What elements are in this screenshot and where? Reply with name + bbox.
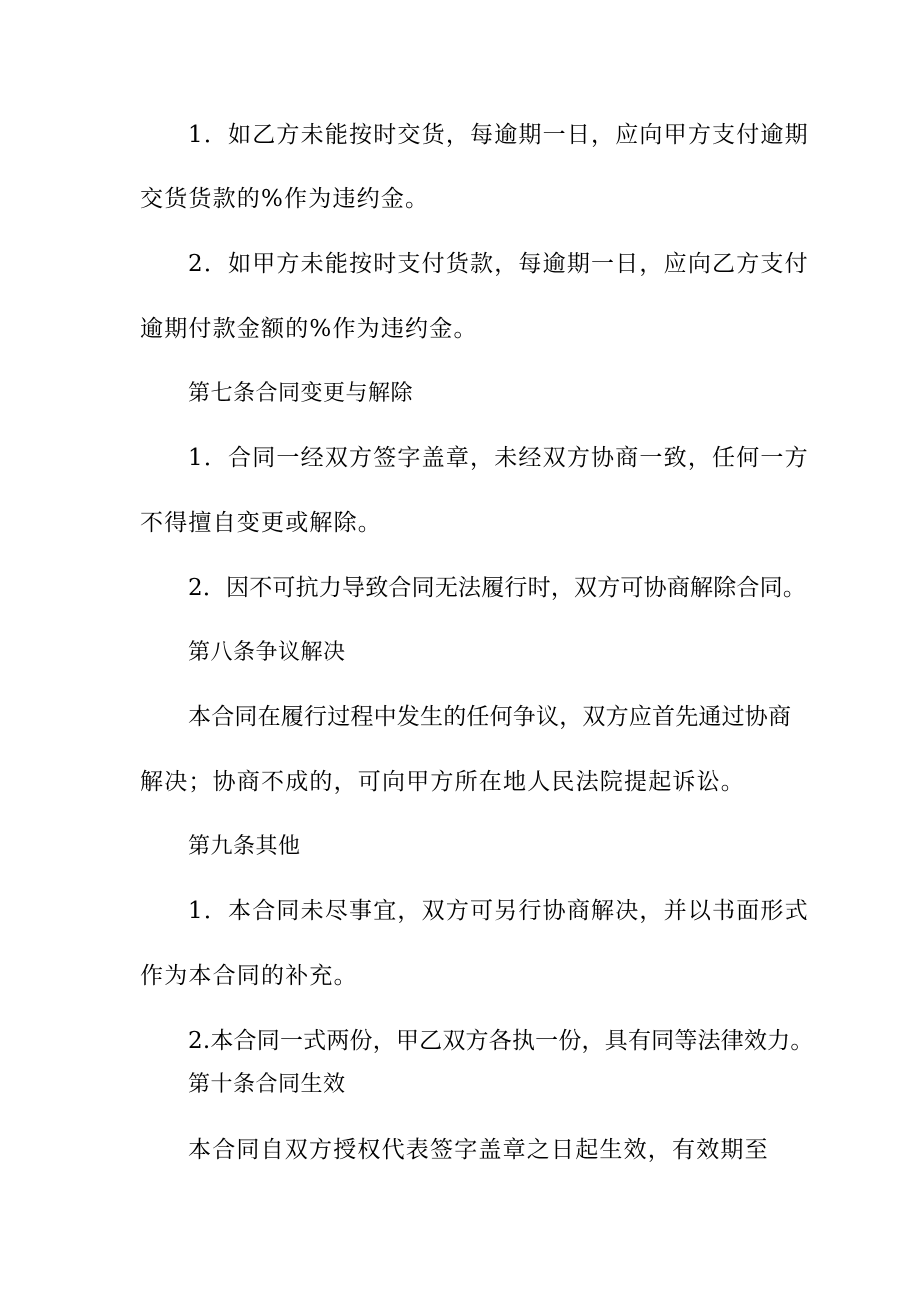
article-8-heading: 第八条争议解决 xyxy=(188,640,346,665)
article-6-clause-2-line-2: 逾期付款金额的%作为违约金。 xyxy=(140,316,478,342)
article-7-heading: 第七条合同变更与解除 xyxy=(188,381,414,406)
article-6-clause-1-line-2: 交货货款的%作为违约金。 xyxy=(140,186,430,212)
article-7-clause-2: 2．因不可抗力导致合同无法履行时，双方可协商解除合同。 xyxy=(188,575,807,601)
article-10-body-line-1: 本合同自双方授权代表签字盖章之日起生效，有效期至 xyxy=(188,1137,769,1163)
article-9-heading: 第九条其他 xyxy=(188,834,301,859)
article-9-clause-1-line-1: 1．本合同未尽事宜，双方可另行协商解决，并以书面形式 xyxy=(188,898,809,924)
article-9-clause-2: 2.本合同一式两份，甲乙双方各执一份，具有同等法律效力。 xyxy=(188,1028,814,1054)
article-6-clause-1-line-1: 1．如乙方未能按时交货，每逾期一日，应向甲方支付逾期 xyxy=(188,122,809,148)
article-8-body-line-2: 解决；协商不成的，可向甲方所在地人民法院提起诉讼。 xyxy=(140,769,745,795)
article-8-body-line-1: 本合同在履行过程中发生的任何争议，双方应首先通过协商 xyxy=(188,704,792,730)
article-7-clause-1-line-1: 1．合同一经双方签字盖章，未经双方协商一致，任何一方 xyxy=(188,445,809,471)
article-9-clause-1-line-2: 作为本合同的补充。 xyxy=(140,963,358,989)
article-7-clause-1-line-2: 不得擅自变更或解除。 xyxy=(140,510,382,536)
article-6-clause-2-line-1: 2．如甲方未能按时支付货款，每逾期一日，应向乙方支付 xyxy=(188,251,809,277)
article-10-heading: 第十条合同生效 xyxy=(188,1072,346,1097)
